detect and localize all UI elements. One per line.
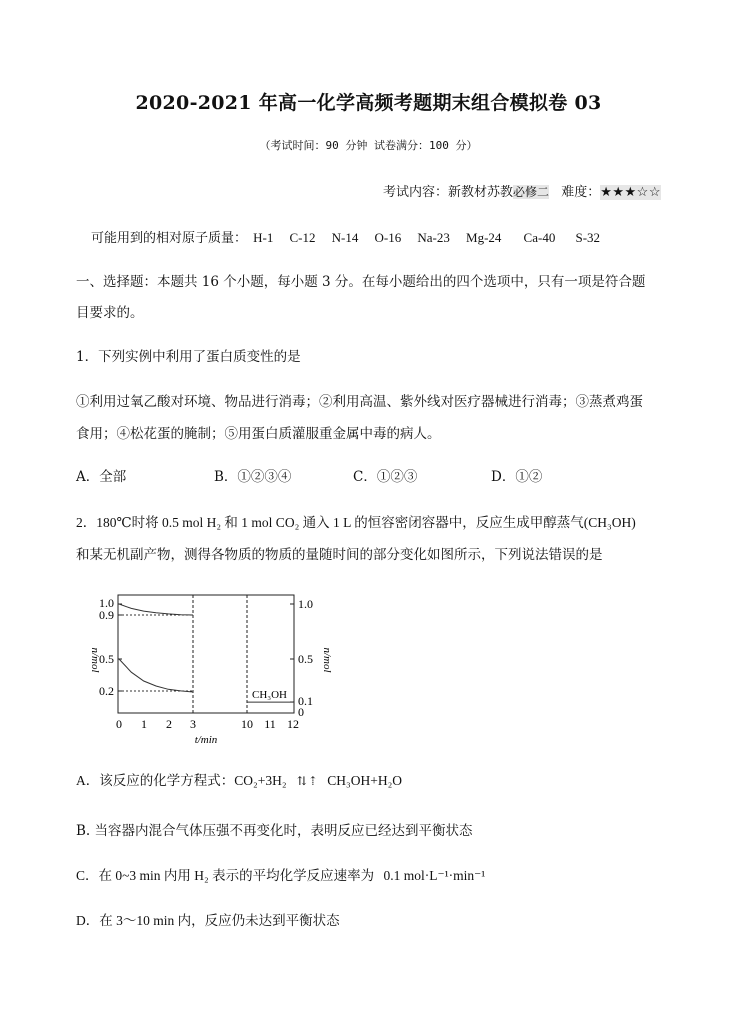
- option-c-value: 0.1 mol·L⁻¹·min⁻¹: [383, 868, 486, 883]
- mass-item: H-1: [253, 230, 274, 245]
- x-tick-label: 10: [241, 717, 253, 731]
- q2-option-b: B. 当容器内混合气体压强不再变化时，表明反应已经达到平衡状态: [76, 823, 473, 839]
- y-tick-label: 1.0: [99, 596, 114, 610]
- q2-stem-line: 2．180℃时将 0.5 mol H₂ 和 1 mol CO₂ 通入 1 L 的恒容密闭容器中，反应生成甲醇蒸气(CH₃OH): [76, 515, 636, 530]
- q2-option-d: D．在 3～10 min 内，反应仍未达到平衡状态: [76, 913, 340, 928]
- exam-meta: [383, 181, 661, 200]
- atomic-masses-label: 可能用到的相对原子质量：: [91, 231, 248, 246]
- q1-option-b: [214, 465, 291, 489]
- option-key: C．: [353, 469, 377, 485]
- equation-rhs: CH₃OH+H₂O: [327, 773, 403, 788]
- option-key: A．: [76, 469, 100, 485]
- y-axis-label-left: n/mol: [89, 647, 101, 673]
- y-tick-label-right: 0.5: [298, 652, 313, 666]
- mass-item: C-12: [289, 230, 316, 245]
- option-c-prefix: C．在 0~3 min 内用 H₂ 表示的平均化学反应速率为: [76, 868, 375, 883]
- mass-item: Na-23: [417, 230, 450, 245]
- page-title: 2020-2021 年高一化学高频考题期末组合模拟卷 03: [135, 92, 602, 114]
- option-a-prefix: A．该反应的化学方程式：: [76, 773, 235, 788]
- mass-item: N-14: [331, 230, 359, 245]
- series-line-top: [119, 604, 193, 615]
- q2-stem-line: 和某无机副产物，测得各物质的物质的量随时间的部分变化如图所示，下列说法错误的是: [76, 547, 603, 562]
- equation-lhs: CO₂+3H₂: [234, 773, 287, 788]
- x-tick-label: 0: [116, 717, 122, 731]
- mass-item: O-16: [374, 230, 402, 245]
- exam-content-label: 考试内容：新教材苏教: [383, 185, 514, 200]
- option-text: 全部: [99, 469, 127, 485]
- q2-stem: [76, 511, 636, 567]
- y-tick-label: 0.9: [99, 608, 114, 622]
- q1-stem: 1．下列实例中利用了蛋白质变性的是: [76, 349, 301, 365]
- exam-info: （考试时间：90 分钟 试卷满分：100 分）: [259, 139, 478, 152]
- section-line: 目要求的。: [76, 305, 144, 321]
- q1-desc-line: 食用；④松花蛋的腌制；⑤用蛋白质灌服重金属中毒的病人。: [76, 426, 441, 442]
- option-text: ①②: [515, 469, 543, 485]
- y-tick-label-right: 0.1: [298, 694, 313, 708]
- mass-item: Ca-40: [523, 230, 556, 245]
- x-tick-label: 12: [287, 717, 299, 731]
- section-heading: [76, 270, 645, 325]
- reaction-chart: [78, 588, 338, 748]
- x-tick-label: 3: [190, 717, 196, 731]
- option-text: ①②③④: [237, 469, 292, 485]
- q1-option-c: [353, 465, 417, 489]
- series-annotation-ch3oh: CH₃OH: [252, 689, 288, 701]
- x-tick-label: 1: [141, 717, 147, 731]
- mass-item: S-32: [575, 230, 601, 245]
- exam-content-highlight: 必修二: [513, 185, 550, 199]
- q2-option-c: [76, 864, 485, 888]
- difficulty-label: 难度：: [561, 185, 601, 200]
- q1-desc-line: ①利用过氧乙酸对环境、物品进行消毒；②利用高温、紫外线对医疗器械进行消毒；③蒸煮鸡蛋: [76, 394, 643, 410]
- q2-option-a: [76, 769, 402, 793]
- atomic-masses: [91, 227, 612, 246]
- y-tick-label-right: 0: [298, 705, 304, 719]
- option-text: ①②③: [376, 469, 418, 485]
- series-line-bottom: [119, 659, 193, 692]
- q1-option-d: [491, 465, 542, 489]
- difficulty-stars: ★★★☆☆: [600, 185, 661, 200]
- q1-description: [76, 390, 643, 446]
- mass-item: Mg-24: [466, 230, 502, 245]
- option-key: B．: [214, 469, 238, 485]
- x-tick-label: 11: [264, 717, 276, 731]
- y-axis-label-right: n/mol: [321, 647, 333, 673]
- option-key: D．: [491, 469, 516, 485]
- equilibrium-arrow-icon: ⇅ ⇡: [296, 774, 317, 788]
- section-line: 一、选择题：本题共 16 个小题，每小题 3 分。在每小题给出的四个选项中，只有一项是符合题: [76, 274, 646, 290]
- y-tick-label: 0.2: [99, 684, 114, 698]
- y-tick-label-right: 1.0: [298, 597, 313, 611]
- y-tick-label: 0.5: [99, 652, 114, 666]
- q1-option-a: [76, 465, 126, 489]
- x-axis-label: t/min: [194, 734, 218, 746]
- x-tick-label: 2: [166, 717, 172, 731]
